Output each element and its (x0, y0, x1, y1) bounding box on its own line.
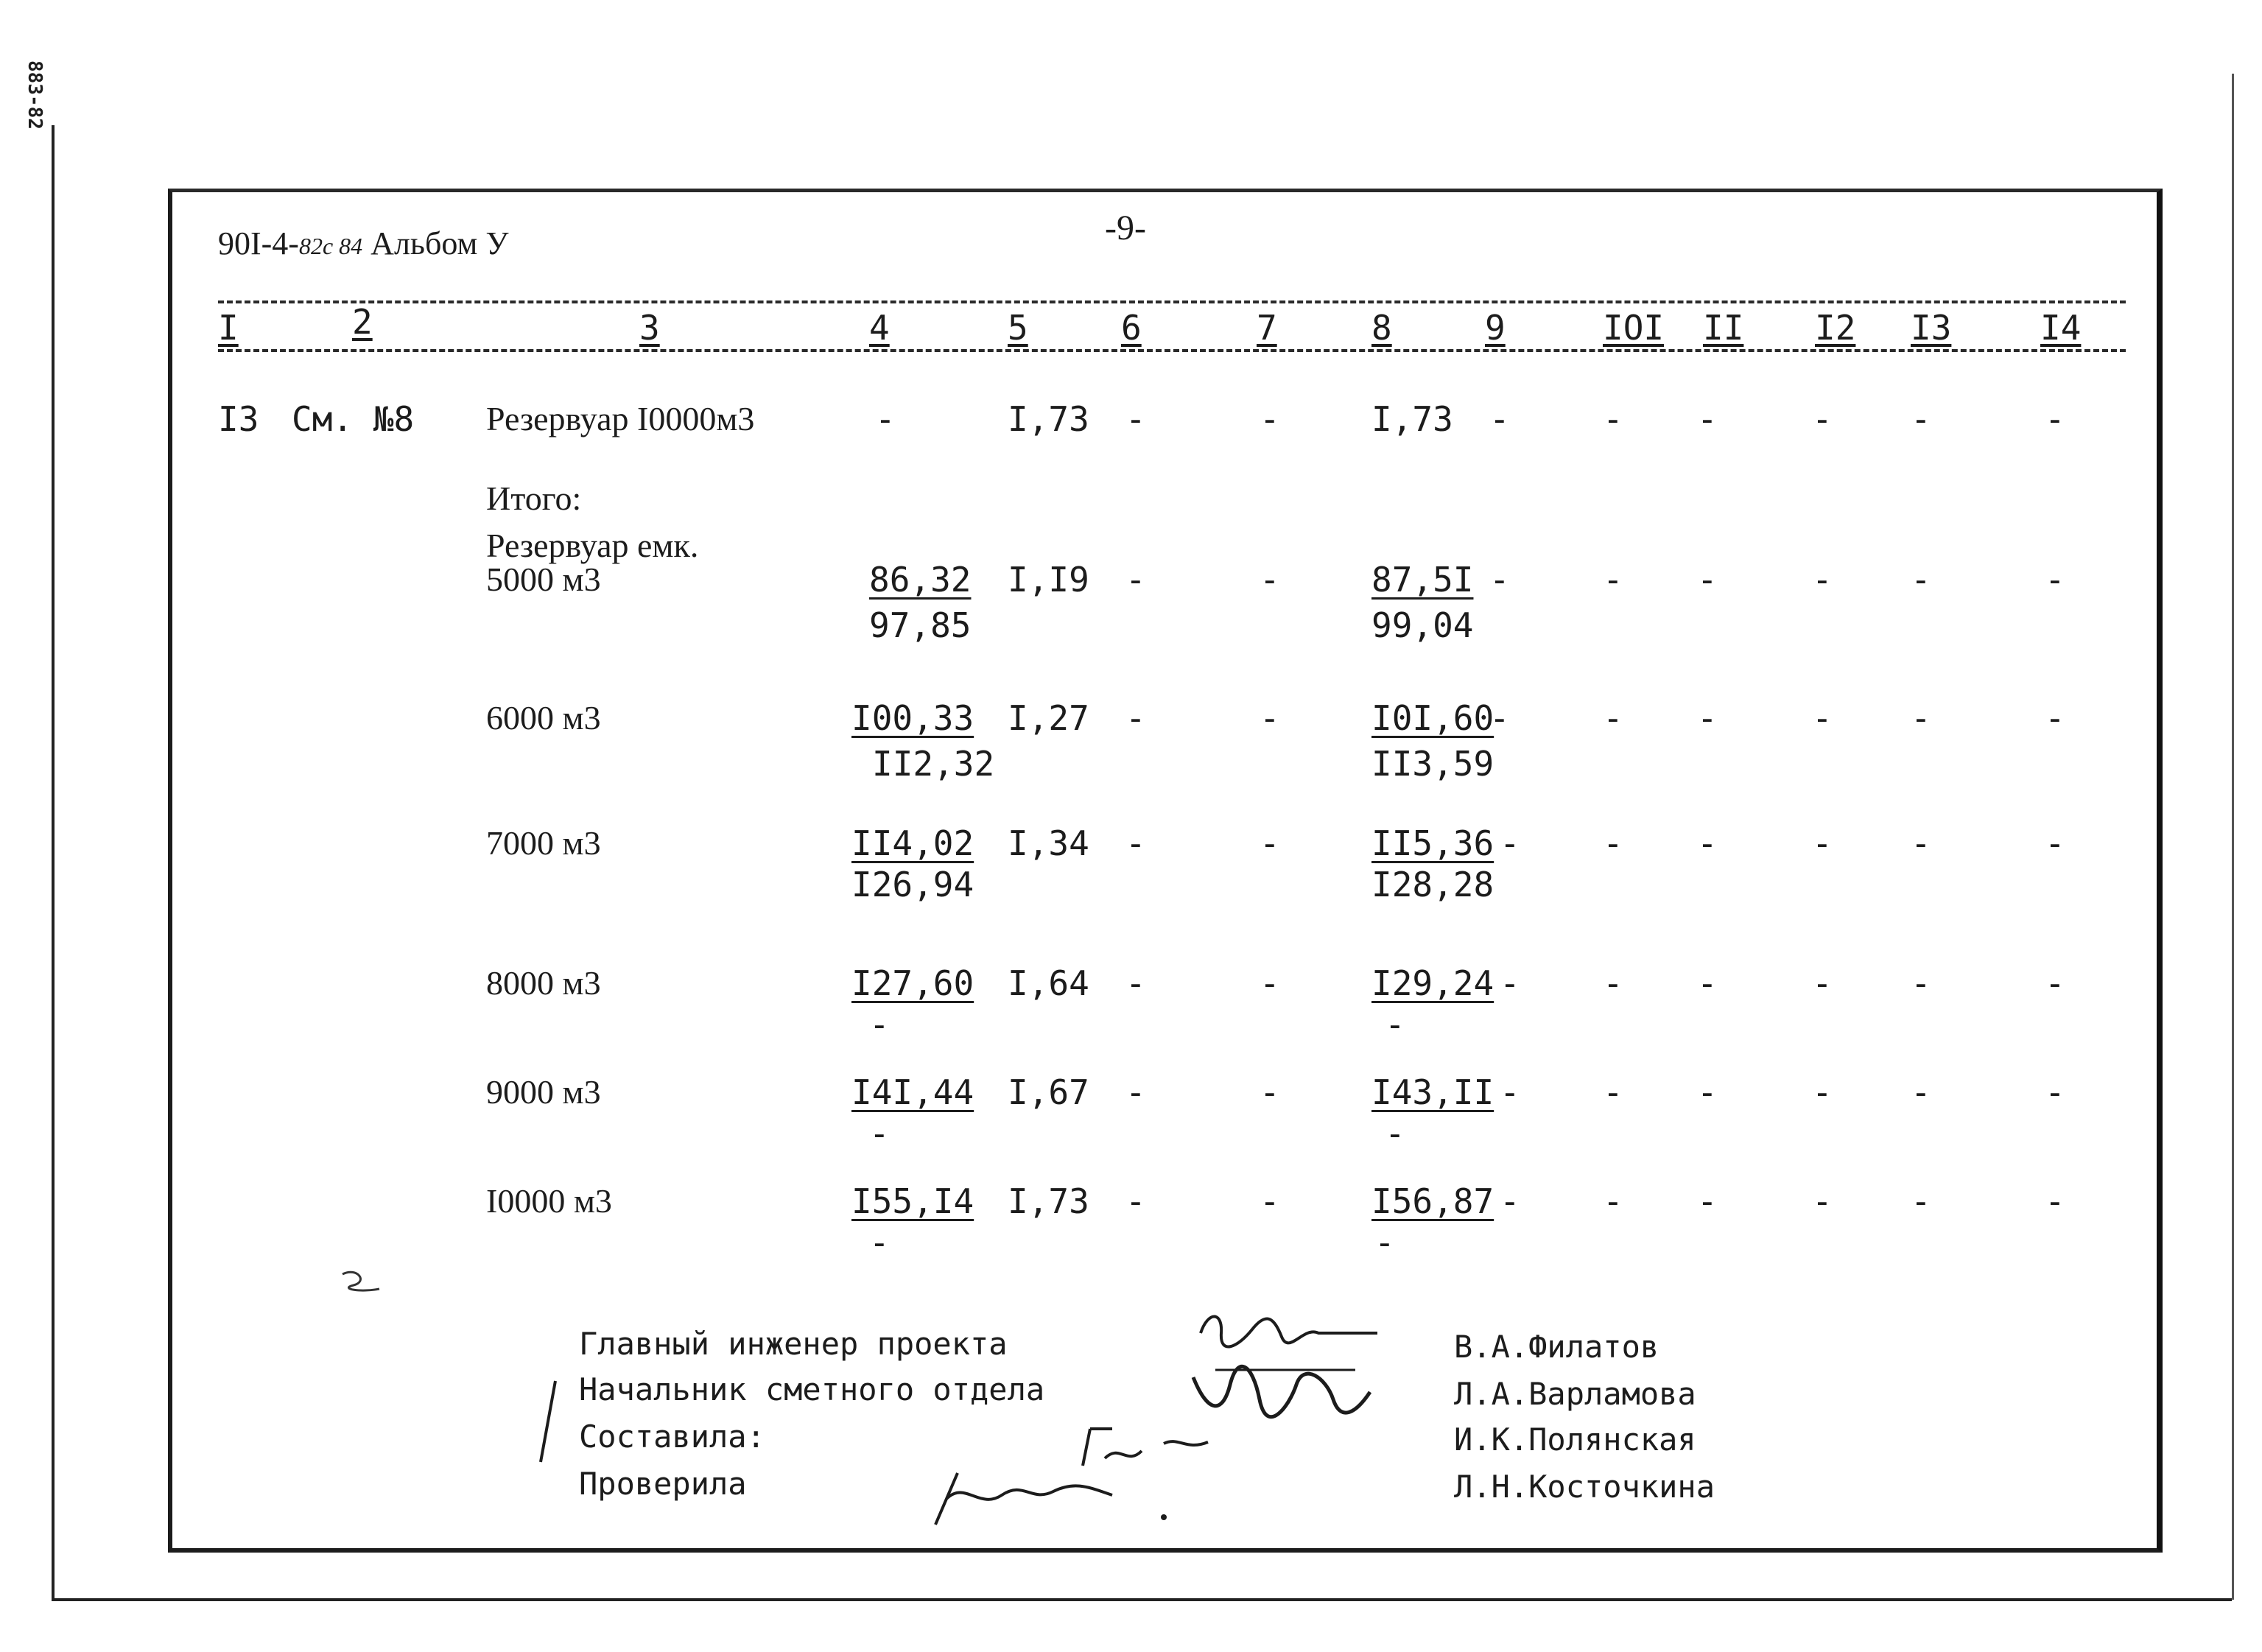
cell-col4-bottom: I26,94 (851, 865, 974, 904)
cell-col7: - (1260, 1072, 1280, 1112)
cell-col8-top: I29,24 (1371, 963, 1494, 1003)
capacity-label: 5000 м3 (486, 560, 601, 598)
column-number-7: 7 (1257, 308, 1277, 348)
cell-col5: I,67 (1008, 1072, 1089, 1112)
page-frame (168, 189, 2163, 1553)
cell-col11: - (1697, 1181, 1718, 1221)
cell-col13: - (1911, 698, 1931, 738)
signature-role: Составила: (579, 1419, 765, 1455)
cell-col4-bottom: 97,85 (869, 605, 972, 645)
cell-col8-bottom: - (1374, 1223, 1395, 1262)
cell-col7: - (1260, 560, 1280, 600)
cell-col13: - (1911, 1181, 1931, 1221)
cell-col14: - (2045, 560, 2065, 600)
cell-col6: - (1125, 560, 1146, 600)
cell-col10: - (1603, 823, 1623, 863)
cell-col12: - (1812, 963, 1833, 1003)
cell-col5: I,73 (1008, 399, 1089, 439)
column-number-2: 2 (352, 302, 373, 342)
signature-name: И.К.Полянская (1454, 1421, 1696, 1458)
cell-col11: - (1697, 1072, 1718, 1112)
cell-col7: - (1260, 823, 1280, 863)
outer-bottom-edge (52, 1598, 2232, 1601)
cell-col4-top: I55,I4 (851, 1181, 974, 1221)
cell-col4-top: 86,32 (869, 560, 972, 600)
cell-col4-top: I00,33 (851, 698, 974, 738)
cell-col12: - (1812, 399, 1833, 439)
cell-col4-top: I27,60 (851, 963, 974, 1003)
cell-col4-bottom: - (869, 1223, 890, 1262)
column-number-10: IOI (1603, 308, 1665, 348)
capacity-label: 7000 м3 (486, 824, 601, 862)
album-label: Альбом У (370, 225, 509, 261)
cell-col6: - (1125, 963, 1146, 1003)
column-number-9: 9 (1485, 308, 1506, 348)
row-reference: См. №8 (292, 399, 415, 439)
cell-col4-top: I4I,44 (851, 1072, 974, 1112)
cell-col9: - (1500, 963, 1520, 1003)
outer-left-edge (52, 125, 55, 1600)
cell-col8-top: II5,36 (1371, 823, 1494, 863)
cell-col10: - (1603, 560, 1623, 600)
cell-col13: - (1911, 560, 1931, 600)
cell-col14: - (2045, 399, 2065, 439)
handwritten-signature-checked (921, 1458, 1186, 1532)
cell-col12: - (1812, 560, 1833, 600)
column-number-12: I2 (1815, 308, 1856, 348)
signature-role: Проверила (579, 1466, 747, 1502)
cell-col4-top: II4,02 (851, 823, 974, 863)
column-number-13: I3 (1911, 308, 1952, 348)
cell-col5: I,34 (1008, 823, 1089, 863)
cell-col7: - (1260, 698, 1280, 738)
cell-col4-bottom: - (869, 1005, 890, 1044)
column-header-top-rule (218, 300, 2126, 303)
column-number-6: 6 (1121, 308, 1142, 348)
cell-col9: - (1500, 1072, 1520, 1112)
row-item-name: Резервуар I0000м3 (486, 400, 755, 437)
cell-col13: - (1911, 1072, 1931, 1112)
cell-col6: - (1125, 1072, 1146, 1112)
cell-col12: - (1812, 698, 1833, 738)
column-number-8: 8 (1371, 308, 1392, 348)
side-stamp: 883-82 (24, 60, 46, 130)
column-number-4: 4 (869, 308, 890, 348)
album-code (218, 225, 509, 262)
handwritten-signature-chief-engineer (1193, 1304, 1385, 1363)
column-number-3: 3 (639, 308, 660, 348)
cell-col8-top: I43,II (1371, 1072, 1494, 1112)
cell-col8-bottom: I28,28 (1371, 865, 1494, 904)
cell-col5: I,64 (1008, 963, 1089, 1003)
cell-col5: I,I9 (1008, 560, 1089, 600)
column-number-11: II (1703, 308, 1744, 348)
outer-right-edge (2232, 74, 2234, 1600)
cell-col4-bottom: II2,32 (872, 744, 995, 784)
cell-col13: - (1911, 823, 1931, 863)
cell-col11: - (1697, 963, 1718, 1003)
cell-col4-bottom: - (869, 1114, 890, 1153)
cell-col11: - (1697, 560, 1718, 600)
signature-role: Начальник сметного отдела (579, 1371, 1045, 1407)
cell-col9: - (1489, 698, 1510, 738)
cell-col12: - (1812, 1072, 1833, 1112)
capacity-label: I0000 м3 (486, 1182, 612, 1220)
cell-col10: - (1603, 1181, 1623, 1221)
cell-col14: - (2045, 1072, 2065, 1112)
cell-col6: - (1125, 1181, 1146, 1221)
signature-name: Л.А.Варламова (1454, 1376, 1696, 1412)
cell-col6: - (1125, 698, 1146, 738)
signature-role: Главный инженер проекта (579, 1326, 1008, 1362)
cell-col14: - (2045, 698, 2065, 738)
cell-col10: - (1603, 698, 1623, 738)
cell-col13: - (1911, 399, 1931, 439)
signature-name: Л.Н.Косточкина (1454, 1469, 1715, 1505)
cell-col14: - (2045, 1181, 2065, 1221)
cell-col13: - (1911, 963, 1931, 1003)
cell-col8-top: 87,5I (1371, 560, 1474, 600)
column-header-bottom-rule (218, 349, 2126, 352)
total-label: Итого: (486, 479, 582, 517)
cell-col7: - (1260, 1181, 1280, 1221)
cell-col9: - (1489, 560, 1510, 600)
cell-col11: - (1697, 698, 1718, 738)
cell-col8-bottom: - (1385, 1114, 1405, 1153)
cell-col14: - (2045, 823, 2065, 863)
cell-col7: - (1260, 963, 1280, 1003)
cell-col8-bottom: 99,04 (1371, 605, 1474, 645)
cell-col8-top: I56,87 (1371, 1181, 1494, 1221)
cell-col8-bottom: II3,59 (1371, 744, 1494, 784)
album-code-prefix: 90I-4- (218, 225, 299, 261)
cell-col12: - (1812, 823, 1833, 863)
cell-col7: - (1260, 399, 1280, 439)
handwritten-squiggle (339, 1267, 383, 1296)
column-number-1: I (218, 308, 239, 348)
cell-col4: - (875, 399, 896, 439)
cell-col10: - (1603, 1072, 1623, 1112)
cell-col8-bottom: - (1385, 1005, 1405, 1044)
cell-col5: I,27 (1008, 698, 1089, 738)
cell-col9: - (1489, 399, 1510, 439)
album-code-handwritten: 82c 84 (298, 233, 363, 259)
cell-col6: - (1125, 823, 1146, 863)
cell-col9: - (1500, 1181, 1520, 1221)
cell-col6: - (1125, 399, 1146, 439)
cell-col10: - (1603, 963, 1623, 1003)
cell-col11: - (1697, 823, 1718, 863)
column-number-14: I4 (2040, 308, 2082, 348)
page-number: -9- (1105, 208, 1146, 247)
cell-col12: - (1812, 1181, 1833, 1221)
cell-col8: I,73 (1371, 399, 1453, 439)
cell-col5: I,73 (1008, 1181, 1089, 1221)
total-sublabel: Резервуар емк. (486, 527, 699, 564)
cell-col8-top: I0I,60 (1371, 698, 1494, 738)
signature-name: В.А.Филатов (1454, 1329, 1659, 1365)
row-number: I3 (218, 399, 259, 439)
cell-col14: - (2045, 963, 2065, 1003)
capacity-label: 8000 м3 (486, 964, 601, 1002)
cell-col9: - (1500, 823, 1520, 863)
handwritten-margin-mark (533, 1377, 563, 1466)
cell-col11: - (1697, 399, 1718, 439)
capacity-label: 9000 м3 (486, 1073, 601, 1111)
column-number-5: 5 (1008, 308, 1028, 348)
capacity-label: 6000 м3 (486, 699, 601, 737)
cell-col10: - (1603, 399, 1623, 439)
